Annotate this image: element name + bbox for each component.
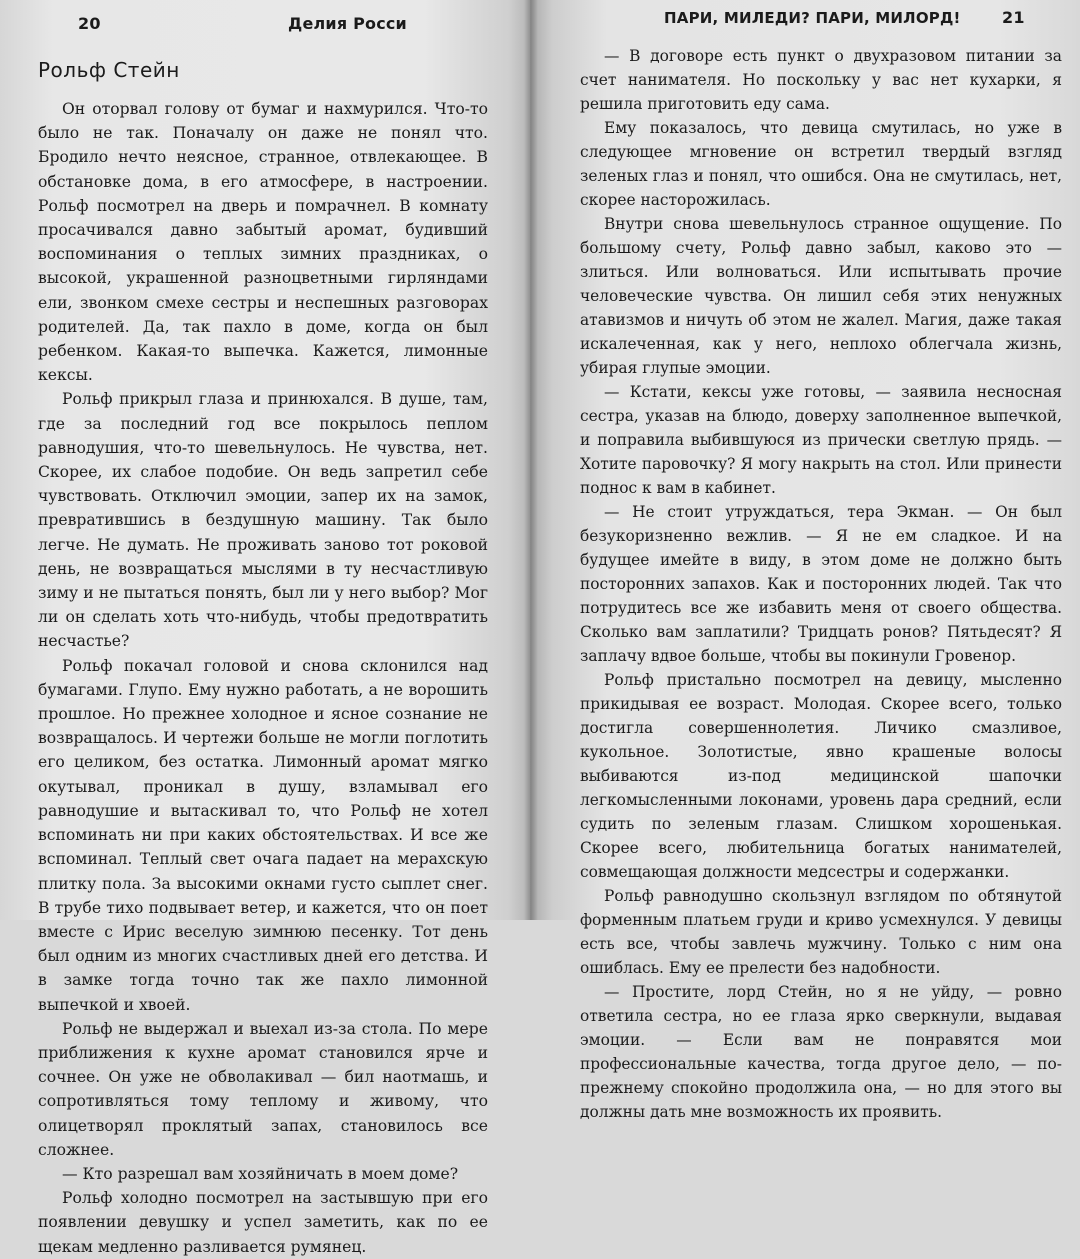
paragraph: Рольф равнодушно скользнул взглядом по обтянутой форменным платьем груди и криво усмехнулся. У девицы есть все, чтобы завлечь мужчину. Только с ним она ошиблась. Ему ее прелести без надобности. [580, 887, 1062, 977]
left-page-body [38, 97, 488, 1259]
paragraph: Ему показалось, что девица смутилась, но уже в следующее мгновение он встретил твердый взгляд зеленых глаз и понял, что ошибся. Она не смутилась, нет, скорее насторожилась. [580, 119, 1062, 209]
left-page [0, 0, 530, 1256]
paragraph: Внутри снова шевельнулось странное ощущение. По большому счету, Рольф давно забыл, каково это — злиться. Или волноваться. Или испытывать прочие человеческие чувства. Он лишил себя этих ненужных атавизмов и ничуть об этом не жалел. Магия, даже такая искалеченная, как у него, неплохо облегчала жизнь, убирая глупые эмоции. [580, 215, 1062, 377]
paragraph: — Кто разрешал вам хозяйничать в моем доме? [62, 1164, 459, 1183]
left-page-header [38, 14, 488, 40]
paragraph: Рольф покачал головой и снова склонился над бумагами. Глупо. Ему нужно работать, а не ворошить прошлое. Но прежнее холодное и ясное сознание не возвращалось. И чертежи больше не могли поглотить его целиком, без остатка. Лимонный аромат мягко окутывал, проникал в душу, взламывал его равнодушие и вытаскивал то, что Рольф не хотел вспоминать ни при каких обстоятельствах. И все же вспоминал. Теплый свет очага падает на мерахскую плитку пола. За высокими окнами густо сыплет снег. В трубе тихо подвывает ветер, и кажется, что он поет вместе с Ирис веселую зимнюю песенку. Тот день был одним из многих счастливых дней его детства. И в замке тогда точно так же пахло лимонной выпечкой и хвоей. [38, 656, 488, 1014]
right-page-header [580, 8, 1062, 34]
right-page-number: 21 [1002, 8, 1025, 27]
paragraph: — Не стоит утруждаться, тера Экман. — Он был безукоризненно вежлив. — Я не ем сладкое. И на будущее имейте в виду, в этом доме не должно быть посторонних запахов. Как и посторонних людей. Так что потрудитесь все же избавить меня от своего общества. Сколько вам заплатили? Тридцать ронов? Пятьдесят? Я заплачу вдвое больше, чтобы вы покинули Гровенор. [580, 503, 1062, 665]
left-page-number: 20 [78, 14, 101, 33]
paragraph: Рольф не выдержал и выехал из-за стола. По мере приближения к кухне аромат становился ярче и сочнее. Он уже не обволакивал — бил наотмашь, и сопротивляться тому теплому и живому, что олицетворял проклятый запах, становилось все сложнее. [38, 1019, 488, 1159]
chapter-heading: Рольф Стейн [38, 58, 180, 82]
paragraph: Рольф холодно посмотрел на застывшую при его появлении девушку и успел заметить, как по ее щекам медленно разливается румянец. [38, 1189, 488, 1256]
right-page [530, 0, 1080, 1121]
right-page-body [580, 44, 1062, 1124]
paragraph: — Простите, лорд Стейн, но я не уйду, — ровно ответила сестра, но ее глаза ярко сверкнули, выдавая эмоции. — Если вам не понравятся мои профессиональные качества, тогда другое дело, — по-прежнему спокойно продолжила она, — но для этого вы должны дать мне возможность их проявить. [580, 983, 1062, 1121]
paragraph: — Кстати, кексы уже готовы, — заявила несносная сестра, указав на блюдо, доверху заполненное выпечкой, и поправила выбившуюся из прически светлую прядь. — Хотите паровочку? Я могу накрыть на стол. Или принести поднос к вам в кабинет. [580, 383, 1062, 497]
paragraph: Рольф прикрыл глаза и принюхался. В душе, там, где за последний год все покрылось пеплом равнодушия, что-то шевельнулось. Не чувства, нет. Скорее, их слабое подобие. Он ведь запретил себе чувствовать. Отключил эмоции, запер их на замок, превратившись в бездушную машину. Так было легче. Не думать. Не проживать заново тот роковой день, не возвращаться мыслями в ту несчастливую зиму и не пытаться понять, был ли у него выбор? Мог ли он сделать хоть что-нибудь, чтобы предотвратить несчастье? [38, 390, 488, 651]
paragraph: — В договоре есть пункт о двухразовом питании за счет нанимателя. Но поскольку у вас нет кухарки, я решила приготовить еду сама. [580, 47, 1062, 113]
paragraph: Он оторвал голову от бумаг и нахмурился. Что-то было не так. Поначалу он даже не понял что. Бродило нечто неясное, странное, отвлекающее. В обстановке дома, в его атмосфере, в настроении. Рольф посмотрел на дверь и помрачнел. В комнату просачивался давно забытый аромат, будивший воспоминания о теплых зимних праздниках, о высокой, украшенной разноцветными гирляндами ели, звонком смехе сестры и неспешных разговорах родителей. Да, так пахло в доме, когда он был ребенком. Какая-то выпечка. Кажется, лимонные кексы. [38, 100, 488, 385]
right-running-head: ПАРИ, МИЛЕДИ? ПАРИ, МИЛОРД! [664, 9, 961, 27]
paragraph: Рольф пристально посмотрел на девицу, мысленно прикидывая ее возраст. Молодая. Скорее всего, только достигла совершеннолетия. Личико смазливое, кукольное. Золотистые, явно крашеные волосы выбиваются из-под медицинской шапочки легкомысленными локонами, уровень дара средний, если судить по зеленым глазам. Слишком хорошенькая. Скорее всего, любительница богатых нанимателей, совмещающая должности медсестры и содержанки. [580, 671, 1062, 881]
left-running-head: Делия Росси [288, 14, 407, 33]
